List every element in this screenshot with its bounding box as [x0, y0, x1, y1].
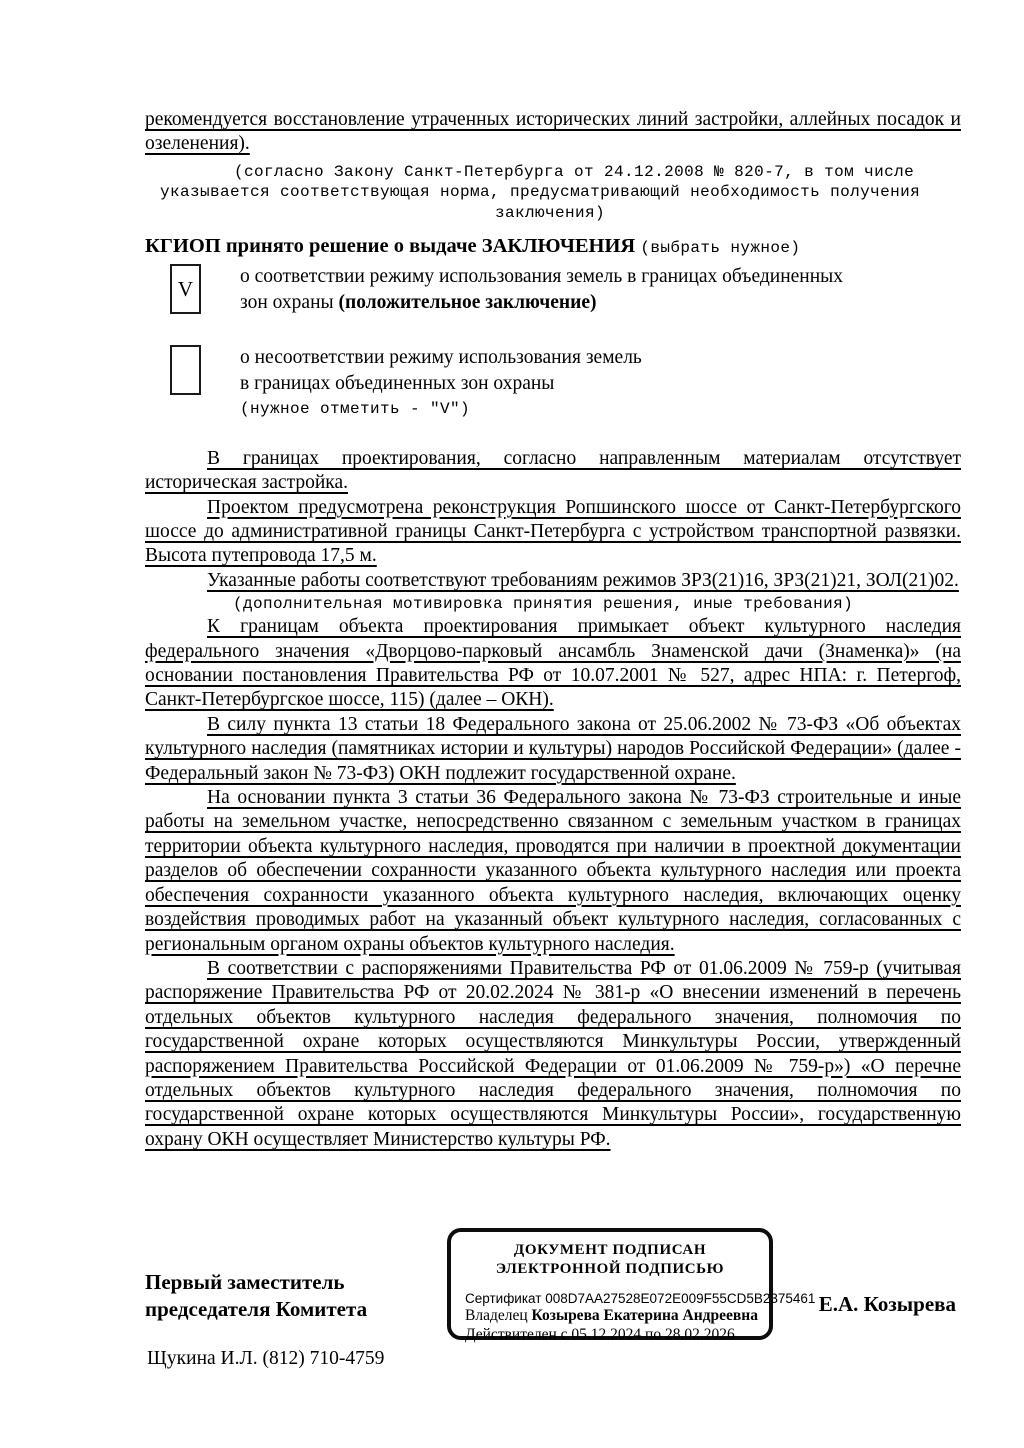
certificate-label: Сертификат	[465, 1291, 542, 1306]
executor-contact: Щукина И.Л. (812) 710-4759	[147, 1348, 385, 1369]
checkbox-mark: V	[177, 276, 194, 301]
paragraph-continuation: рекомендуется восстановление утраченных исторических линий застройки, аллейных посадок и озеленения).	[145, 109, 961, 155]
signer-position	[145, 1269, 367, 1322]
option-negative-conclusion	[145, 345, 961, 396]
paragraph: В соответствии с распоряжениями Правительства РФ от 01.06.2009 № 759-р (учитывая распоряжение Правительства РФ от 20.02.2024 № 381-р «О внесении изменений в перечень отдельных объектов культурного наследия федерального значения, полномочия по государственной охране которых осуществляются Минкультуры России, утвержденный распоряжением Правительства Российской Федерации от 01.06.2009 № 759-р») «О перечне отдельных объектов культурного наследия федерального значения, полномочия по государственной охране которых осуществляются Минкультуры России», государственную охрану ОКН осуществляет Министерство культуры РФ.	[145, 957, 961, 1150]
law-note-line: заключения)	[494, 204, 606, 222]
stamp-certificate	[465, 1290, 816, 1307]
positive-conclusion-bold: (положительное заключение)	[338, 291, 597, 313]
paragraph: К границам объекта проектирования примыкает объект культурного наследия федерального значения «Дворцово-парковый ансамбль Знаменской дачи (Знаменка)» (на основании постановления Правительства РФ от 10.07.2001 № 527, адрес НПА: г. Петергоф, Санкт-Петербургское шоссе, 115) (далее – ОКН).	[145, 616, 961, 711]
certificate-value: 008D7AA27528E072E009F55CD5B2375461	[545, 1291, 816, 1306]
signer-position-line: Первый заместитель	[145, 1270, 345, 1294]
paragraph: Указанные работы соответствуют требованиям режимов ЗРЗ(21)16, ЗРЗ(21)21, ЗОЛ(21)02.	[207, 569, 959, 591]
decision-heading	[145, 235, 961, 259]
option-positive-text	[240, 264, 843, 315]
law-reference-note	[160, 162, 940, 224]
decision-heading-note: (выбрать нужное)	[640, 238, 801, 257]
signer-name: Е.А. Козырева	[818, 1292, 956, 1316]
digital-signature-stamp	[447, 1228, 816, 1343]
decision-heading-text: КГИОП принято решение о выдаче ЗАКЛЮЧЕНИЯ	[145, 234, 636, 257]
stamp-owner	[465, 1307, 758, 1326]
law-note-line: (согласно Закону Санкт-Петербурга от 24.12.2008 № 820-7, в том числе	[234, 162, 915, 181]
paragraph: В границах проектирования, согласно направленным материалам отсутствует историческая застройка.	[145, 447, 961, 494]
stamp-title	[465, 1241, 755, 1279]
decision-body	[145, 447, 961, 1152]
option-line: в границах объединенных зон охраны	[240, 372, 555, 394]
law-note-line: указывается соответствующая норма, предусматривающий необходимость получения	[160, 183, 921, 202]
stamp-title-line: ДОКУМЕНТ ПОДПИСАН	[513, 1242, 707, 1258]
mark-instruction-note: (нужное отметить - "V")	[240, 400, 471, 419]
document-content	[145, 108, 961, 1152]
signer-position-line: председателя Комитета	[145, 1296, 368, 1321]
paragraph: На основании пункта 3 статьи 36 Федерального закона № 73-ФЗ строительные и иные работы на земельном участке, непосредственно связанном с земельным участком в границах территории объекта культурного наследия, проводятся при наличии в проектной документации разделов об обеспечении сохранности указанного объекта культурного наследия или проекта обеспечения сохранности указанного объекта культурного наследия, включающих оценку воздействия проводимых работ на указанный объект культурного наследия, согласованных с региональным органом охраны объектов культурного наследия.	[145, 787, 961, 955]
checkbox-positive-conclusion[interactable]	[170, 264, 201, 314]
option-line: зон охраны (положительное заключение)	[240, 291, 597, 313]
option-line: о соответствии режиму использования земель в границах объединенных	[240, 266, 844, 288]
checkbox-negative-conclusion[interactable]	[170, 345, 201, 395]
stamp-title-line: ЭЛЕКТРОННОЙ ПОДПИСЬЮ	[495, 1261, 725, 1277]
stamp-validity: Действителен с 05.12.2024 по 28.02.2026	[465, 1325, 735, 1343]
paragraph: Проектом предусмотрена реконструкция Ропшинского шоссе от Санкт-Петербургского шоссе до административной границы Санкт-Петербурга с устройством транспортной развязки. Высота путепровода 17,5 м.	[145, 496, 961, 567]
option-positive-conclusion	[145, 264, 961, 315]
option-negative-text	[240, 345, 642, 396]
motivation-note: (дополнительная мотивировка принятия решения, иные требования)	[233, 595, 854, 614]
option-line: о несоответствии режиму использования земель	[240, 347, 642, 369]
paragraph: В силу пункта 13 статьи 18 Федерального закона от 25.06.2002 № 73-ФЗ «Об объектах культурного наследия (памятниках истории и культуры) народов Российской Федерации» (далее - Федеральный закон № 73-ФЗ) ОКН подлежит государственной охране.	[145, 713, 961, 784]
owner-label: Владелец	[465, 1307, 528, 1324]
owner-name: Козырева Екатерина Андреевна	[531, 1307, 758, 1324]
